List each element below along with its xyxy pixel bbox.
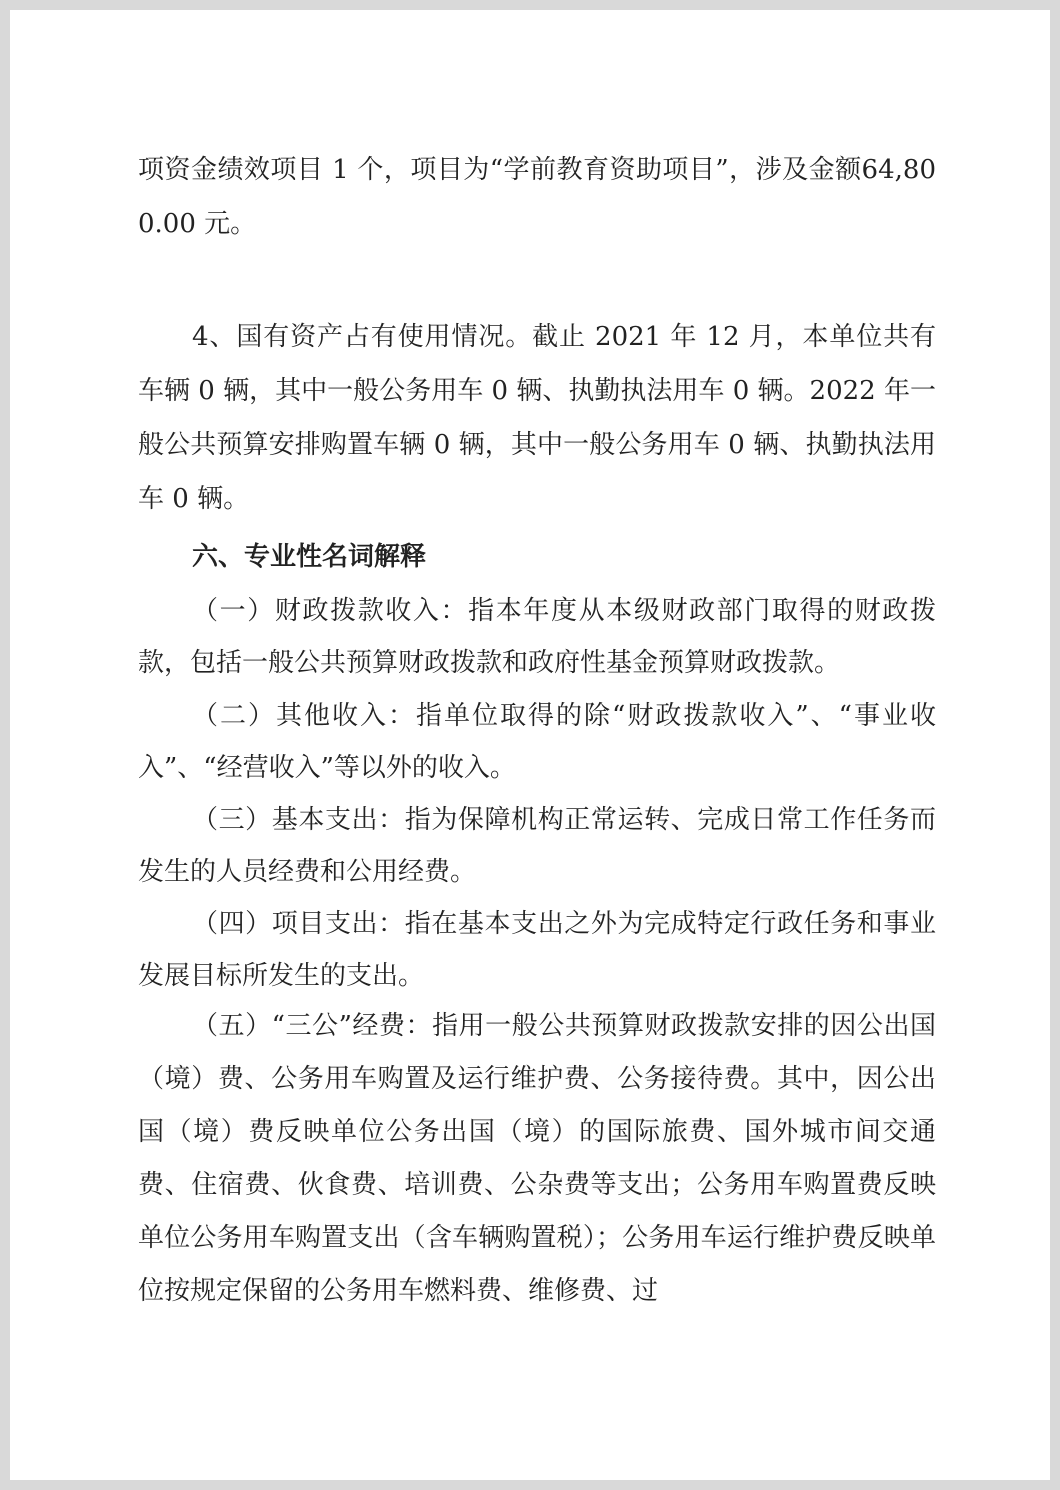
definition-fiscal-income: （一）财政拨款收入：指本年度从本级财政部门取得的财政拨款，包括一般公共预算财政拨款和政府性基金预算财政拨款。 (138, 596, 936, 678)
paragraph-continuation: 项资金绩效项目 1 个，项目为“学前教育资助项目”，涉及金额64,800.00 元。 (138, 155, 936, 239)
definition-basic-expenditure: （三）基本支出：指为保障机构正常运转、完成日常工作任务而发生的人员经费和公用经费。 (138, 805, 936, 887)
section-heading: 六、专业性名词解释 (192, 542, 427, 572)
definition-other-income: （二）其他收入：指单位取得的除“财政拨款收入”、“事业收入”、“经营收入”等以外的收入。 (138, 701, 936, 783)
definition-project-expenditure: （四）项目支出：指在基本支出之外为完成特定行政任务和事业发展目标所发生的支出。 (138, 909, 936, 991)
document-page (10, 10, 1050, 1480)
paragraph-state-assets: 4、国有资产占有使用情况。截止 2021 年 12 月，本单位共有车辆 0 辆，其中一般公务用车 0 辆、执勤执法用车 0 辆。2022 年一般公共预算安排购置车辆 0 辆，其中一般公务用车 0 辆、执勤执法用车 0 辆。 (138, 322, 936, 514)
definition-three-public-expenses: （五）“三公”经费：指用一般公共预算财政拨款安排的因公出国（境）费、公务用车购置及运行维护费、公务接待费。其中，因公出国（境）费反映单位公务出国（境）的国际旅费、国外城市间交通费、住宿费、伙食费、培训费、公杂费等支出；公务用车购置费反映单位公务用车购置支出（含车辆购置税）；公务用车运行维护费反映单位按规定保留的公务用车燃料费、维修费、过 (138, 1011, 936, 1306)
